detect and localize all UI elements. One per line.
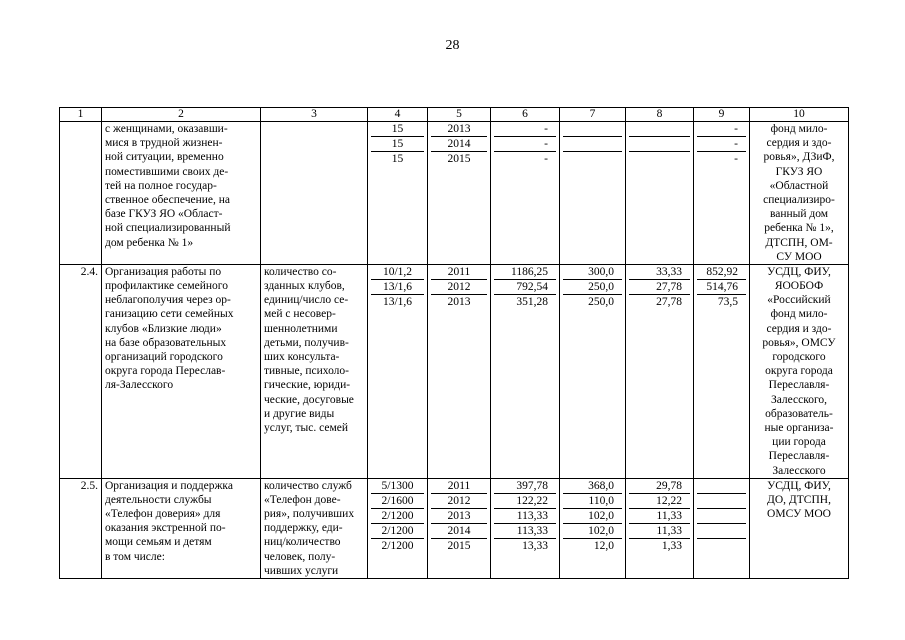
item-number: 2.5. xyxy=(80,479,98,492)
indicator-line: «Телефон дове- xyxy=(264,493,341,506)
activity-name-line: с женщинами, оказавши- xyxy=(105,123,228,135)
funding-source-b-value: 33,33 xyxy=(629,265,690,280)
executors-line: ребенка № 1», xyxy=(764,222,834,235)
funding-total-value: 13,33 xyxy=(522,540,548,553)
activity-name-line: тей на полное государ- xyxy=(105,179,217,192)
executors-line: образователь- xyxy=(765,407,833,420)
target-value-cell xyxy=(368,478,428,578)
executors-line: сердия и здо- xyxy=(766,137,832,150)
funding-source-b-value: 1,33 xyxy=(661,540,682,553)
funding-source-c-value xyxy=(697,509,746,524)
funding-total-value: 351,28 xyxy=(516,296,548,309)
funding-source-c-value xyxy=(697,479,746,494)
table-row xyxy=(60,478,849,578)
table-row xyxy=(60,122,849,265)
target-value-value: 15 xyxy=(391,153,404,166)
executors-line: сердия и здо- xyxy=(766,322,832,335)
funding-total-value: - xyxy=(494,122,556,137)
executors-line: ДО, ДТСПН, xyxy=(767,493,831,506)
indicator-line: ших консульта- xyxy=(264,351,340,363)
executors-line: Переславля- xyxy=(768,379,830,392)
activity-name-line: деятельности службы xyxy=(105,493,212,506)
funding-source-b-cell xyxy=(626,478,694,578)
year-cell xyxy=(428,478,491,578)
indicator-line: мей с несовер- xyxy=(264,308,336,321)
target-value-value: 15 xyxy=(371,122,424,137)
executors-line: «Областной xyxy=(769,179,829,192)
target-value-cell xyxy=(368,122,428,265)
activity-name-line: ной ситуации, временно xyxy=(105,151,224,164)
funding-source-c-value: 514,76 xyxy=(697,280,746,295)
funding-source-c-value: - xyxy=(697,122,746,137)
funding-source-a-value: 102,0 xyxy=(563,524,622,539)
item-number-cell xyxy=(60,478,102,578)
executors-line: ные организа- xyxy=(764,421,834,434)
activity-name-line: ля-Залесского xyxy=(105,379,174,392)
executors-line: УСДЦ, ФИУ, xyxy=(767,265,831,278)
executors-line: городского xyxy=(772,351,826,363)
funding-source-a-cell xyxy=(560,122,626,265)
executors-line: ГКУЗ ЯО xyxy=(775,165,823,178)
funding-total-cell xyxy=(491,122,560,265)
activity-name-line: на базе образовательных xyxy=(105,336,227,349)
executors-line: специализиро- xyxy=(763,193,835,206)
indicator-line: ческие, досуговые xyxy=(264,393,354,406)
year-value: 2013 xyxy=(431,509,487,524)
funding-source-b-value: 29,78 xyxy=(629,479,690,494)
target-value-value: 2/1200 xyxy=(371,509,424,524)
executors-line: округа города xyxy=(765,365,833,378)
year-value: 2015 xyxy=(447,540,471,553)
activity-name-line: мися в трудной жизнен- xyxy=(105,137,223,150)
indicator-line: шеннолетними xyxy=(264,322,338,335)
funding-source-a-value xyxy=(563,137,622,152)
funding-total-value: - xyxy=(544,153,548,166)
executors-line: ции города xyxy=(772,436,826,449)
column-number: 8 xyxy=(626,108,694,122)
funding-source-b-value xyxy=(629,122,690,137)
activity-name-line: оказания экстренной по- xyxy=(105,522,226,535)
funding-source-b-value: 11,33 xyxy=(629,524,690,539)
year-value: 2015 xyxy=(447,153,471,166)
executors-line: ЯООБОФ xyxy=(774,280,824,293)
funding-source-c-value xyxy=(697,524,746,539)
column-number-row xyxy=(60,108,849,122)
funding-source-b-value xyxy=(629,137,690,152)
funding-total-cell xyxy=(491,478,560,578)
funding-total-value: 397,78 xyxy=(494,479,556,494)
indicator-line: зданных клубов, xyxy=(264,280,345,293)
funding-total-value: 122,22 xyxy=(494,494,556,509)
target-value-value: 13/1,6 xyxy=(382,296,413,309)
executors-line: ОМСУ МОО xyxy=(767,508,831,521)
page-number: 28 xyxy=(445,38,460,53)
indicator-line: детьми, получив- xyxy=(264,336,349,349)
activity-name-cell xyxy=(102,264,261,478)
year-cell xyxy=(428,264,491,478)
executors-line: «Российский xyxy=(767,294,831,307)
year-value: 2013 xyxy=(431,122,487,137)
funding-source-c-cell xyxy=(694,478,750,578)
executors-cell xyxy=(750,478,849,578)
activity-name-line: поместившими своих де- xyxy=(105,165,229,178)
activity-name-line: «Телефон доверия» для xyxy=(105,508,221,521)
indicator-line: рия», получивших xyxy=(264,508,355,521)
item-number: 2.4. xyxy=(80,265,98,278)
year-value: 2014 xyxy=(431,137,487,152)
year-value: 2012 xyxy=(431,494,487,509)
indicator-line: единиц/число се- xyxy=(264,294,349,307)
executors-line: фонд мило- xyxy=(770,123,828,135)
funding-source-c-cell xyxy=(694,264,750,478)
year-value: 2011 xyxy=(431,479,487,494)
column-number: 10 xyxy=(750,108,849,122)
activity-name-line: профилактике семейного xyxy=(105,280,228,293)
funding-source-b-value: 27,78 xyxy=(656,296,682,309)
funding-source-a-value: 300,0 xyxy=(563,265,622,280)
funding-source-c-value: 852,92 xyxy=(697,265,746,280)
funding-total-value: 113,33 xyxy=(494,509,556,524)
funding-source-a-value xyxy=(563,152,622,166)
activity-name-line: ственное обеспечение, на xyxy=(105,193,231,206)
activity-name-cell xyxy=(102,478,261,578)
funding-source-b-cell xyxy=(626,122,694,265)
item-number-cell xyxy=(60,264,102,478)
indicator-line: количество со- xyxy=(264,265,337,278)
executors-line: ровья», ДЗиФ, xyxy=(763,151,835,164)
activity-name-line: базе ГКУЗ ЯО «Област- xyxy=(105,208,223,221)
executors-line: ДТСПН, ОМ- xyxy=(765,236,833,249)
indicator-line: количество служб xyxy=(264,479,352,492)
column-number: 9 xyxy=(694,108,750,122)
indicator-line: тивные, психоло- xyxy=(264,365,349,378)
funding-source-c-value xyxy=(697,539,746,553)
indicator-line: гические, юриди- xyxy=(264,379,351,392)
funding-source-b-value xyxy=(629,152,690,166)
executors-line: Переславля- xyxy=(768,450,830,463)
column-number: 7 xyxy=(560,108,626,122)
target-value-value: 2/1600 xyxy=(371,494,424,509)
executors-line: СУ МОО xyxy=(776,250,822,263)
funding-source-a-cell xyxy=(560,478,626,578)
executors-line: ванный дом xyxy=(769,208,829,221)
year-cell xyxy=(428,122,491,265)
funding-source-a-value: 110,0 xyxy=(563,494,622,509)
column-number: 2 xyxy=(102,108,261,122)
column-number: 3 xyxy=(261,108,368,122)
funding-source-c-value: 73,5 xyxy=(717,296,738,309)
indicator-line: чивших услуги xyxy=(264,564,339,577)
target-value-cell xyxy=(368,264,428,478)
year-value: 2012 xyxy=(431,280,487,295)
funding-source-b-value: 27,78 xyxy=(629,280,690,295)
funding-total-value: 1186,25 xyxy=(494,265,556,280)
funding-total-value: 113,33 xyxy=(494,524,556,539)
executors-line: Залесского xyxy=(772,464,826,477)
target-value-value: 10/1,2 xyxy=(371,265,424,280)
indicator-line: услуг, тыс. семей xyxy=(264,421,349,434)
indicator-line: и другие виды xyxy=(264,407,335,420)
funding-total-value: - xyxy=(494,137,556,152)
funding-source-c-value: - xyxy=(697,137,746,152)
funding-source-c-value: - xyxy=(734,153,738,166)
funding-source-c-value xyxy=(697,494,746,509)
indicator-cell xyxy=(261,122,368,265)
executors-cell xyxy=(750,122,849,265)
funding-source-a-value: 12,0 xyxy=(593,540,614,553)
activity-name-line: Организация работы по xyxy=(105,265,222,278)
activity-name-cell xyxy=(102,122,261,265)
column-number: 1 xyxy=(60,108,102,122)
target-value-value: 2/1200 xyxy=(381,540,414,553)
column-number: 5 xyxy=(428,108,491,122)
funding-source-a-value: 250,0 xyxy=(588,296,614,309)
indicator-cell xyxy=(261,478,368,578)
funding-source-b-value: 11,33 xyxy=(629,509,690,524)
funding-source-a-value xyxy=(563,122,622,137)
target-value-value: 2/1200 xyxy=(371,524,424,539)
year-value: 2013 xyxy=(447,296,471,309)
funding-total-cell xyxy=(491,264,560,478)
activity-name-line: клубов «Близкие люди» xyxy=(105,322,222,335)
indicator-cell xyxy=(261,264,368,478)
executors-line: УСДЦ, ФИУ, xyxy=(767,479,831,492)
funding-source-a-value: 250,0 xyxy=(563,280,622,295)
item-number-cell xyxy=(60,122,102,265)
target-value-value: 13/1,6 xyxy=(371,280,424,295)
activity-name-line: ной специализированный xyxy=(105,222,231,235)
table-row xyxy=(60,264,849,478)
activity-name-line: округа города Переслав- xyxy=(105,365,226,378)
executors-line: фонд мило- xyxy=(770,308,828,321)
indicator-line: ниц/количество xyxy=(264,536,341,549)
indicator-line: человек, полу- xyxy=(264,550,336,563)
column-number: 4 xyxy=(368,108,428,122)
target-value-value: 15 xyxy=(371,137,424,152)
year-value: 2011 xyxy=(431,265,487,280)
funding-source-c-cell xyxy=(694,122,750,265)
activity-name-line: Организация и поддержка xyxy=(105,479,233,492)
funding-source-a-cell xyxy=(560,264,626,478)
activity-name-line: дом ребенка № 1» xyxy=(105,236,194,249)
executors-line: ровья», ОМСУ xyxy=(762,336,836,349)
activity-name-line: организаций городского xyxy=(105,351,223,363)
activity-name-line: ганизацию сети семейных xyxy=(105,308,234,321)
activity-name-line: неблагополучия через ор- xyxy=(105,294,231,307)
year-value: 2014 xyxy=(431,524,487,539)
funding-source-b-cell xyxy=(626,264,694,478)
executors-line: Залесского, xyxy=(770,393,828,406)
funding-total-value: 792,54 xyxy=(494,280,556,295)
funding-source-a-value: 102,0 xyxy=(563,509,622,524)
column-number: 6 xyxy=(491,108,560,122)
program-table xyxy=(59,107,849,579)
activity-name-line: мощи семьям и детям xyxy=(105,536,212,549)
funding-source-a-value: 368,0 xyxy=(563,479,622,494)
activity-name-line: в том числе: xyxy=(105,550,165,563)
target-value-value: 5/1300 xyxy=(371,479,424,494)
executors-cell xyxy=(750,264,849,478)
funding-source-b-value: 12,22 xyxy=(629,494,690,509)
indicator-line: поддержку, еди- xyxy=(264,522,343,535)
